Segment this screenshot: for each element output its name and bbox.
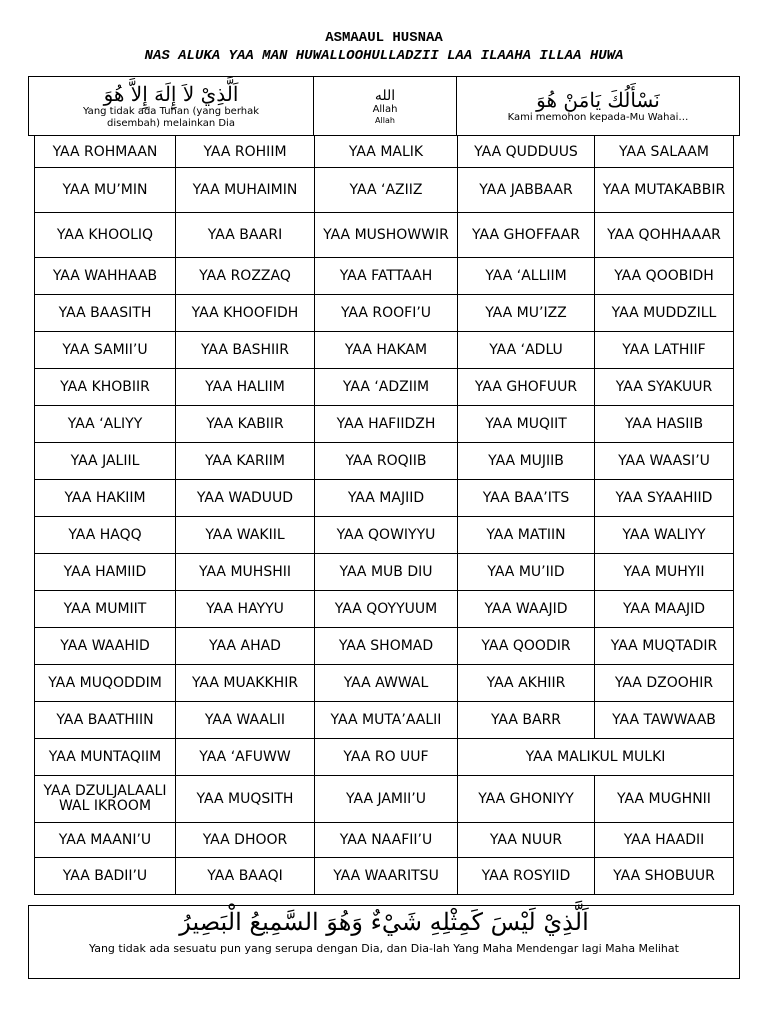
name-cell: YAA BAASITH	[35, 295, 176, 332]
name-cell: YAA NAAFII’U	[315, 823, 458, 858]
footer-text: Yang tidak ada sesuatu pun yang serupa dengan Dia, dan Dia-lah Yang Maha Mendengar lagi Maha Melihat	[89, 942, 679, 955]
table-row	[35, 665, 734, 702]
name-cell: YAA ‘ALLIIM	[458, 258, 595, 295]
name-cell: YAA MU’MIN	[35, 168, 176, 213]
name-cell: YAA BAATHIIN	[35, 702, 176, 739]
table-row	[35, 295, 734, 332]
name-cell: YAA HAKAM	[315, 332, 458, 369]
name-cell: YAA MUQSITH	[176, 776, 315, 823]
name-cell: YAA FATTAAH	[315, 258, 458, 295]
name-cell: YAA QOODIR	[458, 628, 595, 665]
name-cell: YAA MUGHNII	[595, 776, 734, 823]
name-cell: YAA LATHIIF	[595, 332, 734, 369]
header-cell-2	[314, 77, 457, 136]
name-cell: YAA MUB DIU	[315, 554, 458, 591]
name-cell: YAA HALIIM	[176, 369, 315, 406]
table-row	[35, 591, 734, 628]
name-cell: YAA GHONIYY	[458, 776, 595, 823]
name-cell: YAA ‘AZIIZ	[315, 168, 458, 213]
name-cell: YAA KHOOFIDH	[176, 295, 315, 332]
name-cell: YAA WAAHID	[35, 628, 176, 665]
name-cell: YAA MUHSHII	[176, 554, 315, 591]
name-cell: YAA MU’IZZ	[458, 295, 595, 332]
name-cell: YAA ROQIIB	[315, 443, 458, 480]
name-cell: YAA MATIIN	[458, 517, 595, 554]
name-cell: YAA AHAD	[176, 628, 315, 665]
name-cell: YAA ROSYIID	[458, 858, 595, 895]
name-cell: YAA BAARI	[176, 213, 315, 258]
table-row	[35, 332, 734, 369]
name-cell: YAA AWWAL	[315, 665, 458, 702]
table-row	[35, 213, 734, 258]
name-cell: YAA SYAKUUR	[595, 369, 734, 406]
table-row	[35, 517, 734, 554]
name-cell: YAA QOOBIDH	[595, 258, 734, 295]
name-cell: YAA DZOOHIR	[595, 665, 734, 702]
name-cell: YAA ROOFI’U	[315, 295, 458, 332]
name-cell: YAA KHOBIIR	[35, 369, 176, 406]
table-row	[35, 823, 734, 858]
name-cell: YAA MALIK	[315, 136, 458, 168]
name-cell: YAA KHOOLIQ	[35, 213, 176, 258]
name-cell: YAA WAAJID	[458, 591, 595, 628]
header-arabic-1: اَلَّذِيْ لاَ إِلَهَ إِلاَّ هُوَ	[103, 82, 239, 106]
table-row	[35, 858, 734, 895]
name-cell: YAA WAKIIL	[176, 517, 315, 554]
table-row	[35, 776, 734, 823]
name-cell: YAA DHOOR	[176, 823, 315, 858]
name-cell: YAA MAJIID	[315, 480, 458, 517]
header-text-2: Allah	[372, 103, 398, 115]
name-cell: YAA HAFIIDZH	[315, 406, 458, 443]
name-cell: YAA MUMIIT	[35, 591, 176, 628]
header-table	[28, 76, 740, 136]
name-cell: YAA MUDDZILL	[595, 295, 734, 332]
name-cell: YAA MUNTAQIIM	[35, 739, 176, 776]
name-cell: YAA MUAKKHIR	[176, 665, 315, 702]
table-row	[35, 480, 734, 517]
footer-box	[28, 905, 740, 979]
name-cell: YAA KARIIM	[176, 443, 315, 480]
name-cell: YAA HAMIID	[35, 554, 176, 591]
table-row	[35, 406, 734, 443]
name-cell: YAA ‘ADZIIM	[315, 369, 458, 406]
name-cell: YAA MUTA’AALII	[315, 702, 458, 739]
name-cell: YAA WAHHAAB	[35, 258, 176, 295]
name-cell: YAA SHOMAD	[315, 628, 458, 665]
name-cell: YAA MUQODDIM	[35, 665, 176, 702]
table-row	[35, 136, 734, 168]
header-sub-2: Allah	[375, 115, 395, 125]
name-cell: YAA TAWWAAB	[595, 702, 734, 739]
name-cell: YAA HAKIIM	[35, 480, 176, 517]
name-cell: YAA WAASI’U	[595, 443, 734, 480]
name-cell: YAA ROHMAAN	[35, 136, 176, 168]
name-cell: YAA BAAQI	[176, 858, 315, 895]
name-cell: YAA BAA’ITS	[458, 480, 595, 517]
name-cell: YAA SAMII’U	[35, 332, 176, 369]
footer-arabic: اَلَّذِيْ لَيْسَ كَمِثْلِهِ شَيْءٌ وَهُوَ السَّمِيعُ الْبَصِيرُ	[179, 908, 589, 936]
names-table	[34, 135, 734, 895]
table-row	[35, 168, 734, 213]
name-cell: YAA HAYYU	[176, 591, 315, 628]
name-cell: YAA MUHAIMIN	[176, 168, 315, 213]
name-cell: YAA WADUUD	[176, 480, 315, 517]
name-cell: YAA DZULJALAALI WAL IKROOM	[35, 776, 176, 823]
name-cell: YAA HAADII	[595, 823, 734, 858]
name-cell: YAA MUJIIB	[458, 443, 595, 480]
name-cell: YAA MU’IID	[458, 554, 595, 591]
name-cell: YAA HAQQ	[35, 517, 176, 554]
name-cell: YAA MUTAKABBIR	[595, 168, 734, 213]
page-title: ASMAAUL HUSNAA	[325, 30, 443, 46]
name-cell: YAA NUUR	[458, 823, 595, 858]
name-cell: YAA MUQIIT	[458, 406, 595, 443]
name-cell: YAA MUQTADIR	[595, 628, 734, 665]
header-arabic-2: الله	[374, 87, 396, 104]
name-cell: YAA MALIKUL MULKI	[458, 739, 734, 776]
name-cell: YAA HASIIB	[595, 406, 734, 443]
name-cell: YAA WAARITSU	[315, 858, 458, 895]
header-text-1: Yang tidak ada Tuhan (yang berhak disembah) melainkan Dia	[82, 106, 260, 129]
name-cell: YAA QUDDUUS	[458, 136, 595, 168]
name-cell: YAA MUHYII	[595, 554, 734, 591]
name-cell: YAA MAANI’U	[35, 823, 176, 858]
name-cell: YAA AKHIIR	[458, 665, 595, 702]
name-cell: YAA BADII’U	[35, 858, 176, 895]
name-cell: YAA ROHIIM	[176, 136, 315, 168]
name-cell: YAA MAAJID	[595, 591, 734, 628]
header-arabic-3: نَسْأَلُكَ يَامَنْ هُوَ	[536, 88, 660, 112]
table-row	[35, 628, 734, 665]
name-cell: YAA BARR	[458, 702, 595, 739]
name-cell: YAA ‘ADLU	[458, 332, 595, 369]
name-cell: YAA JABBAAR	[458, 168, 595, 213]
name-cell: YAA SHOBUUR	[595, 858, 734, 895]
header-text-3: Kami memohon kepada-Mu Wahai…	[507, 112, 689, 123]
name-cell: YAA RO UUF	[315, 739, 458, 776]
table-row	[35, 258, 734, 295]
name-cell: YAA KABIIR	[176, 406, 315, 443]
header-cell-1	[29, 77, 314, 136]
name-cell: YAA WAALII	[176, 702, 315, 739]
table-row	[35, 554, 734, 591]
name-cell: YAA SYAAHIID	[595, 480, 734, 517]
name-cell: YAA WALIYY	[595, 517, 734, 554]
name-cell: YAA JAMII’U	[315, 776, 458, 823]
name-cell: YAA ‘ALIYY	[35, 406, 176, 443]
table-row	[35, 739, 734, 776]
name-cell: YAA SALAAM	[595, 136, 734, 168]
name-cell: YAA QOWIYYU	[315, 517, 458, 554]
page-subtitle: NAS ALUKA YAA MAN HUWALLOOHULLADZII LAA ILAAHA ILLAA HUWA	[144, 48, 624, 64]
name-cell: YAA JALIIL	[35, 443, 176, 480]
name-cell: YAA GHOFUUR	[458, 369, 595, 406]
table-row	[35, 443, 734, 480]
name-cell: YAA GHOFFAAR	[458, 213, 595, 258]
name-cell: YAA BASHIIR	[176, 332, 315, 369]
name-cell: YAA ROZZAQ	[176, 258, 315, 295]
header-cell-3	[457, 77, 740, 136]
name-cell: YAA ‘AFUWW	[176, 739, 315, 776]
table-row	[35, 369, 734, 406]
table-row	[35, 702, 734, 739]
name-cell: YAA MUSHOWWIR	[315, 213, 458, 258]
name-cell: YAA QOYYUUM	[315, 591, 458, 628]
name-cell: YAA QOHHAAAR	[595, 213, 734, 258]
